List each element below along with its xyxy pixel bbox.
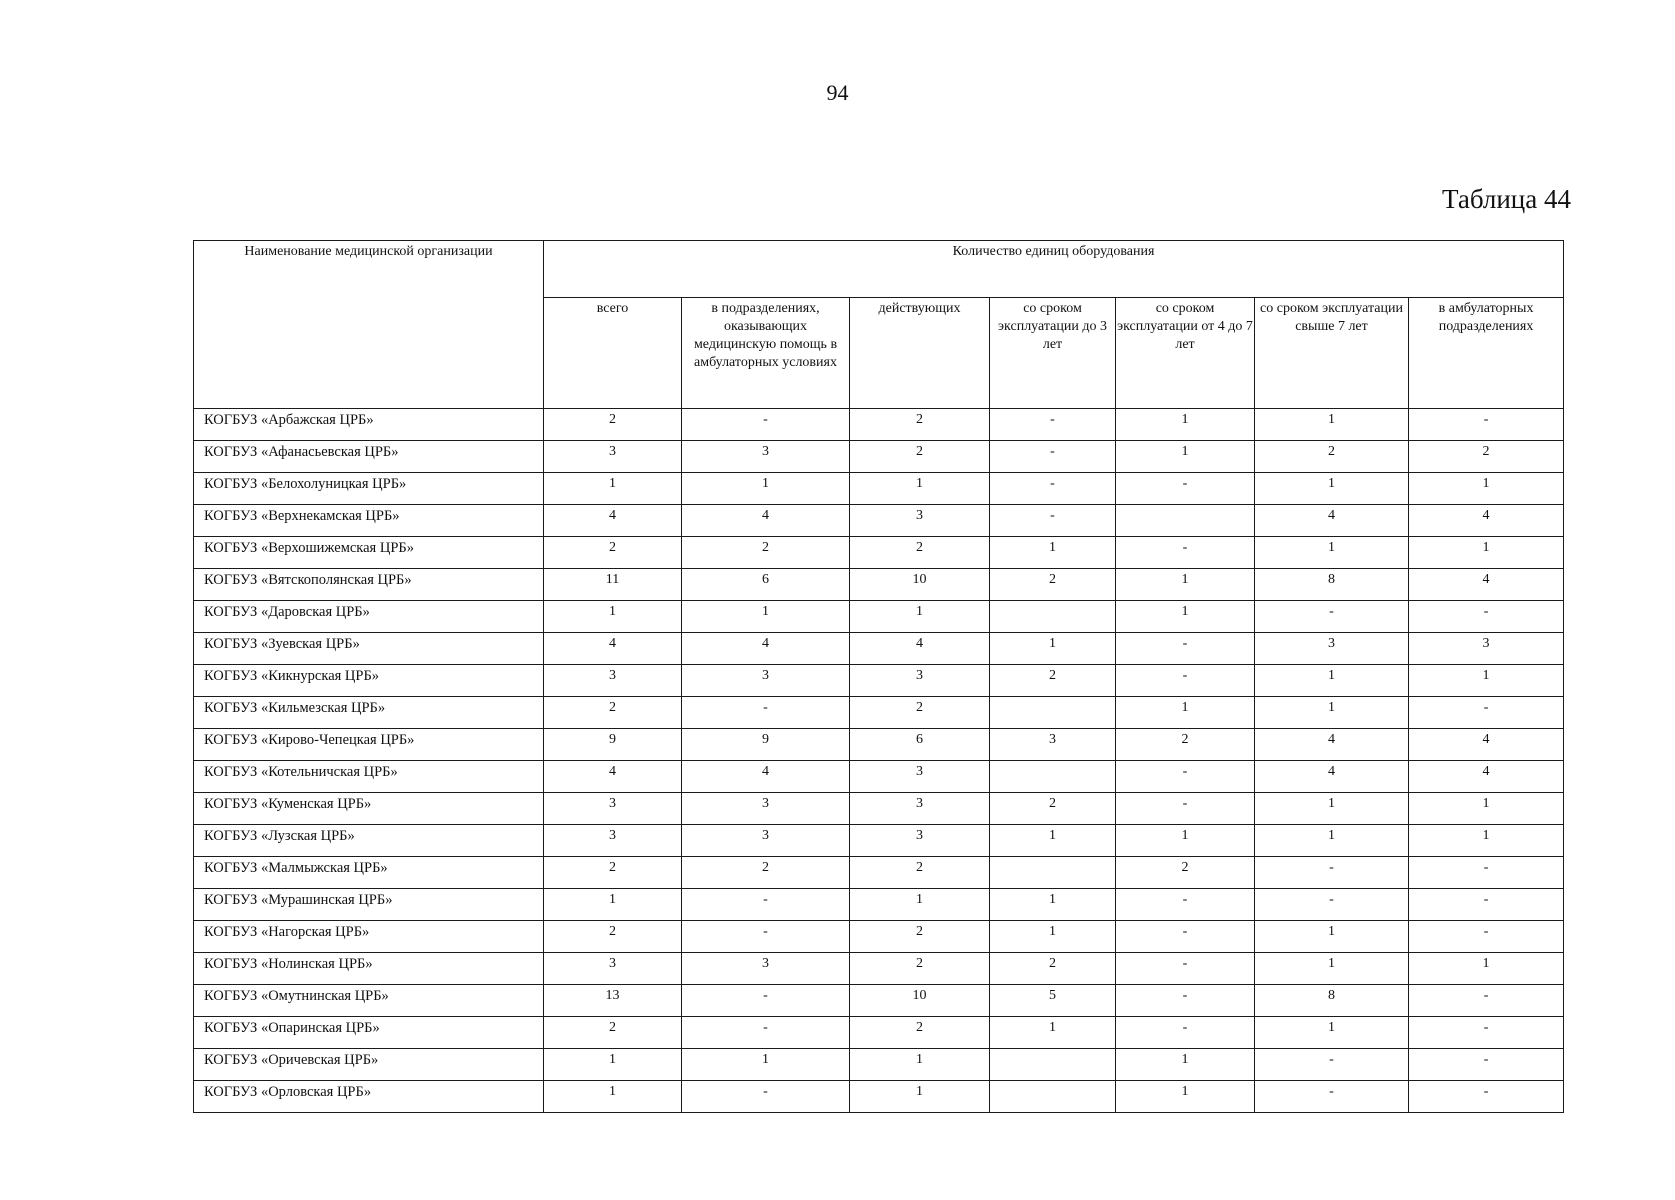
cell-age-4-7: - (1116, 665, 1255, 697)
cell-age-under-3: 2 (990, 793, 1116, 825)
cell-ambulatory: - (1409, 889, 1564, 921)
table-row (194, 857, 1564, 889)
cell-total: 2 (544, 697, 682, 729)
cell-outpatient-units: - (682, 921, 850, 953)
org-name-cell: КОГБУЗ «Орловская ЦРБ» (194, 1081, 544, 1113)
table-row (194, 697, 1564, 729)
cell-age-under-3: 2 (990, 665, 1116, 697)
cell-total: 2 (544, 409, 682, 441)
cell-ambulatory: - (1409, 857, 1564, 889)
table-title: Таблица 44 (1442, 184, 1571, 214)
cell-age-under-3 (990, 857, 1116, 889)
cell-age-over-7: 4 (1255, 761, 1409, 793)
cell-total: 3 (544, 953, 682, 985)
cell-operating: 2 (850, 857, 990, 889)
table-row (194, 921, 1564, 953)
cell-total: 3 (544, 825, 682, 857)
org-name-cell: КОГБУЗ «Опаринская ЦРБ» (194, 1017, 544, 1049)
cell-operating: 1 (850, 601, 990, 633)
col-header-ambulatory: в амбулаторных подразделениях (1409, 298, 1564, 409)
cell-age-4-7: - (1116, 1017, 1255, 1049)
cell-total: 1 (544, 473, 682, 505)
cell-operating: 3 (850, 505, 990, 537)
table-row (194, 505, 1564, 537)
cell-age-4-7: - (1116, 953, 1255, 985)
cell-age-over-7: - (1255, 889, 1409, 921)
col-header-age-4-7: со сроком эксплуатации от 4 до 7 лет (1116, 298, 1255, 409)
col-header-age-under-3: со сроком эксплуатации до 3 лет (990, 298, 1116, 409)
cell-age-over-7: - (1255, 601, 1409, 633)
cell-outpatient-units: 2 (682, 537, 850, 569)
cell-outpatient-units: 4 (682, 505, 850, 537)
cell-operating: 2 (850, 921, 990, 953)
cell-age-under-3: 2 (990, 569, 1116, 601)
cell-total: 2 (544, 1017, 682, 1049)
cell-outpatient-units: 6 (682, 569, 850, 601)
cell-age-over-7: 4 (1255, 729, 1409, 761)
org-name-cell: КОГБУЗ «Арбажская ЦРБ» (194, 409, 544, 441)
table-row (194, 1081, 1564, 1113)
cell-ambulatory: - (1409, 1049, 1564, 1081)
cell-age-4-7: 1 (1116, 697, 1255, 729)
table-row (194, 889, 1564, 921)
cell-ambulatory: 1 (1409, 537, 1564, 569)
cell-age-under-3 (990, 1049, 1116, 1081)
cell-age-over-7: - (1255, 1081, 1409, 1113)
cell-total: 1 (544, 1049, 682, 1081)
cell-outpatient-units: 3 (682, 793, 850, 825)
cell-age-4-7: 2 (1116, 729, 1255, 761)
cell-total: 4 (544, 505, 682, 537)
cell-age-under-3: 1 (990, 889, 1116, 921)
cell-total: 3 (544, 665, 682, 697)
org-name-cell: КОГБУЗ «Кирово-Чепецкая ЦРБ» (194, 729, 544, 761)
cell-age-4-7: 1 (1116, 409, 1255, 441)
org-name-cell: КОГБУЗ «Зуевская ЦРБ» (194, 633, 544, 665)
cell-age-over-7: - (1255, 857, 1409, 889)
cell-ambulatory: 1 (1409, 473, 1564, 505)
cell-ambulatory: - (1409, 1017, 1564, 1049)
table-row (194, 1049, 1564, 1081)
table-row (194, 601, 1564, 633)
table-header (194, 241, 1564, 409)
cell-outpatient-units: - (682, 985, 850, 1017)
cell-age-over-7: 3 (1255, 633, 1409, 665)
cell-age-4-7: 1 (1116, 569, 1255, 601)
table-row (194, 441, 1564, 473)
cell-outpatient-units: - (682, 697, 850, 729)
col-header-outpatient-units: в подразделениях, оказывающих медицинскую помощь в амбулаторных условиях (682, 298, 850, 409)
cell-operating: 6 (850, 729, 990, 761)
cell-outpatient-units: 3 (682, 441, 850, 473)
cell-outpatient-units: 1 (682, 473, 850, 505)
cell-age-under-3: 2 (990, 953, 1116, 985)
cell-operating: 3 (850, 761, 990, 793)
org-name-cell: КОГБУЗ «Верхошижемская ЦРБ» (194, 537, 544, 569)
cell-age-4-7 (1116, 505, 1255, 537)
cell-ambulatory: - (1409, 409, 1564, 441)
cell-age-under-3 (990, 1081, 1116, 1113)
cell-outpatient-units: 3 (682, 953, 850, 985)
org-name-cell: КОГБУЗ «Куменская ЦРБ» (194, 793, 544, 825)
org-name-header: Наименование медицинской организации (194, 241, 544, 409)
cell-total: 4 (544, 761, 682, 793)
cell-age-under-3: 1 (990, 1017, 1116, 1049)
cell-outpatient-units: 9 (682, 729, 850, 761)
cell-age-4-7: - (1116, 985, 1255, 1017)
cell-total: 2 (544, 857, 682, 889)
cell-total: 1 (544, 1081, 682, 1113)
cell-outpatient-units: - (682, 889, 850, 921)
cell-total: 9 (544, 729, 682, 761)
cell-age-4-7: 1 (1116, 1049, 1255, 1081)
cell-operating: 10 (850, 985, 990, 1017)
cell-age-over-7: 1 (1255, 921, 1409, 953)
cell-ambulatory: 4 (1409, 761, 1564, 793)
col-header-age-over-7: со сроком эксплуатации свыше 7 лет (1255, 298, 1409, 409)
page-number: 94 (826, 80, 849, 105)
cell-ambulatory: 1 (1409, 665, 1564, 697)
cell-operating: 2 (850, 537, 990, 569)
cell-age-over-7: 1 (1255, 825, 1409, 857)
cell-outpatient-units: 3 (682, 825, 850, 857)
table-row (194, 473, 1564, 505)
org-name-cell: КОГБУЗ «Лузская ЦРБ» (194, 825, 544, 857)
cell-outpatient-units: 2 (682, 857, 850, 889)
equipment-count-header: Количество единиц оборудования (544, 241, 1564, 298)
cell-total: 1 (544, 889, 682, 921)
org-name-cell: КОГБУЗ «Вятскополянская ЦРБ» (194, 569, 544, 601)
col-header-total: всего (544, 298, 682, 409)
org-name-cell: КОГБУЗ «Нолинская ЦРБ» (194, 953, 544, 985)
cell-age-under-3: 1 (990, 537, 1116, 569)
cell-age-under-3: 5 (990, 985, 1116, 1017)
cell-outpatient-units: - (682, 1017, 850, 1049)
cell-total: 1 (544, 601, 682, 633)
cell-age-over-7: 1 (1255, 697, 1409, 729)
cell-age-over-7: 1 (1255, 793, 1409, 825)
cell-age-4-7: - (1116, 537, 1255, 569)
cell-operating: 2 (850, 1017, 990, 1049)
cell-outpatient-units: 1 (682, 1049, 850, 1081)
cell-total: 2 (544, 537, 682, 569)
cell-operating: 4 (850, 633, 990, 665)
cell-age-over-7: 1 (1255, 665, 1409, 697)
cell-age-4-7: - (1116, 473, 1255, 505)
cell-operating: 1 (850, 1081, 990, 1113)
cell-ambulatory: 4 (1409, 569, 1564, 601)
cell-age-over-7: 1 (1255, 1017, 1409, 1049)
cell-ambulatory: 4 (1409, 729, 1564, 761)
cell-age-under-3: - (990, 505, 1116, 537)
cell-ambulatory: - (1409, 601, 1564, 633)
cell-age-4-7: 1 (1116, 1081, 1255, 1113)
header-row-main (194, 241, 1564, 298)
cell-age-4-7: 1 (1116, 441, 1255, 473)
cell-age-4-7: - (1116, 793, 1255, 825)
cell-ambulatory: - (1409, 985, 1564, 1017)
cell-age-over-7: 1 (1255, 537, 1409, 569)
cell-ambulatory: 1 (1409, 953, 1564, 985)
cell-total: 2 (544, 921, 682, 953)
cell-age-under-3 (990, 761, 1116, 793)
org-name-cell: КОГБУЗ «Оричевская ЦРБ» (194, 1049, 544, 1081)
cell-operating: 3 (850, 665, 990, 697)
cell-ambulatory: - (1409, 921, 1564, 953)
org-name-cell: КОГБУЗ «Малмыжская ЦРБ» (194, 857, 544, 889)
equipment-table (193, 240, 1564, 1113)
table-row (194, 953, 1564, 985)
cell-age-over-7: 8 (1255, 569, 1409, 601)
cell-total: 11 (544, 569, 682, 601)
table-row (194, 409, 1564, 441)
cell-outpatient-units: - (682, 1081, 850, 1113)
cell-total: 3 (544, 793, 682, 825)
cell-age-under-3 (990, 697, 1116, 729)
org-name-cell: КОГБУЗ «Белохолуницкая ЦРБ» (194, 473, 544, 505)
cell-age-under-3: 1 (990, 633, 1116, 665)
cell-age-4-7: - (1116, 889, 1255, 921)
table-row (194, 665, 1564, 697)
cell-total: 3 (544, 441, 682, 473)
org-name-cell: КОГБУЗ «Омутнинская ЦРБ» (194, 985, 544, 1017)
cell-ambulatory: 2 (1409, 441, 1564, 473)
cell-ambulatory: - (1409, 697, 1564, 729)
cell-operating: 2 (850, 409, 990, 441)
org-name-cell: КОГБУЗ «Кикнурская ЦРБ» (194, 665, 544, 697)
cell-operating: 2 (850, 441, 990, 473)
org-name-cell: КОГБУЗ «Котельничская ЦРБ» (194, 761, 544, 793)
cell-age-under-3: - (990, 409, 1116, 441)
cell-outpatient-units: 4 (682, 633, 850, 665)
cell-operating: 1 (850, 889, 990, 921)
cell-operating: 3 (850, 793, 990, 825)
cell-ambulatory: - (1409, 1081, 1564, 1113)
table-row (194, 761, 1564, 793)
cell-ambulatory: 1 (1409, 793, 1564, 825)
cell-age-under-3: - (990, 473, 1116, 505)
table-row (194, 537, 1564, 569)
org-name-cell: КОГБУЗ «Нагорская ЦРБ» (194, 921, 544, 953)
cell-age-4-7: - (1116, 921, 1255, 953)
table-row (194, 729, 1564, 761)
table-row (194, 825, 1564, 857)
cell-operating: 3 (850, 825, 990, 857)
cell-total: 4 (544, 633, 682, 665)
table-row (194, 985, 1564, 1017)
cell-outpatient-units: 4 (682, 761, 850, 793)
table-row (194, 793, 1564, 825)
cell-age-under-3: 1 (990, 921, 1116, 953)
cell-operating: 10 (850, 569, 990, 601)
cell-age-4-7: - (1116, 633, 1255, 665)
cell-operating: 1 (850, 473, 990, 505)
org-name-cell: КОГБУЗ «Мурашинская ЦРБ» (194, 889, 544, 921)
cell-age-under-3: 1 (990, 825, 1116, 857)
cell-total: 13 (544, 985, 682, 1017)
cell-operating: 2 (850, 697, 990, 729)
cell-outpatient-units: 3 (682, 665, 850, 697)
cell-operating: 2 (850, 953, 990, 985)
cell-age-over-7: - (1255, 1049, 1409, 1081)
cell-age-4-7: 2 (1116, 857, 1255, 889)
org-name-cell: КОГБУЗ «Афанасьевская ЦРБ» (194, 441, 544, 473)
cell-ambulatory: 1 (1409, 825, 1564, 857)
cell-age-over-7: 8 (1255, 985, 1409, 1017)
cell-age-under-3 (990, 601, 1116, 633)
cell-age-over-7: 1 (1255, 953, 1409, 985)
cell-age-under-3: 3 (990, 729, 1116, 761)
table-row (194, 569, 1564, 601)
org-name-cell: КОГБУЗ «Кильмезская ЦРБ» (194, 697, 544, 729)
table-row (194, 633, 1564, 665)
cell-age-under-3: - (990, 441, 1116, 473)
cell-outpatient-units: 1 (682, 601, 850, 633)
org-name-cell: КОГБУЗ «Верхнекамская ЦРБ» (194, 505, 544, 537)
cell-age-over-7: 1 (1255, 409, 1409, 441)
cell-age-4-7: 1 (1116, 601, 1255, 633)
col-header-operating: действующих (850, 298, 990, 409)
cell-age-over-7: 2 (1255, 441, 1409, 473)
cell-age-over-7: 4 (1255, 505, 1409, 537)
table-body (194, 409, 1564, 1113)
org-name-cell: КОГБУЗ «Даровская ЦРБ» (194, 601, 544, 633)
cell-age-4-7: 1 (1116, 825, 1255, 857)
cell-age-4-7: - (1116, 761, 1255, 793)
cell-ambulatory: 4 (1409, 505, 1564, 537)
cell-operating: 1 (850, 1049, 990, 1081)
cell-outpatient-units: - (682, 409, 850, 441)
table-row (194, 1017, 1564, 1049)
cell-ambulatory: 3 (1409, 633, 1564, 665)
cell-age-over-7: 1 (1255, 473, 1409, 505)
